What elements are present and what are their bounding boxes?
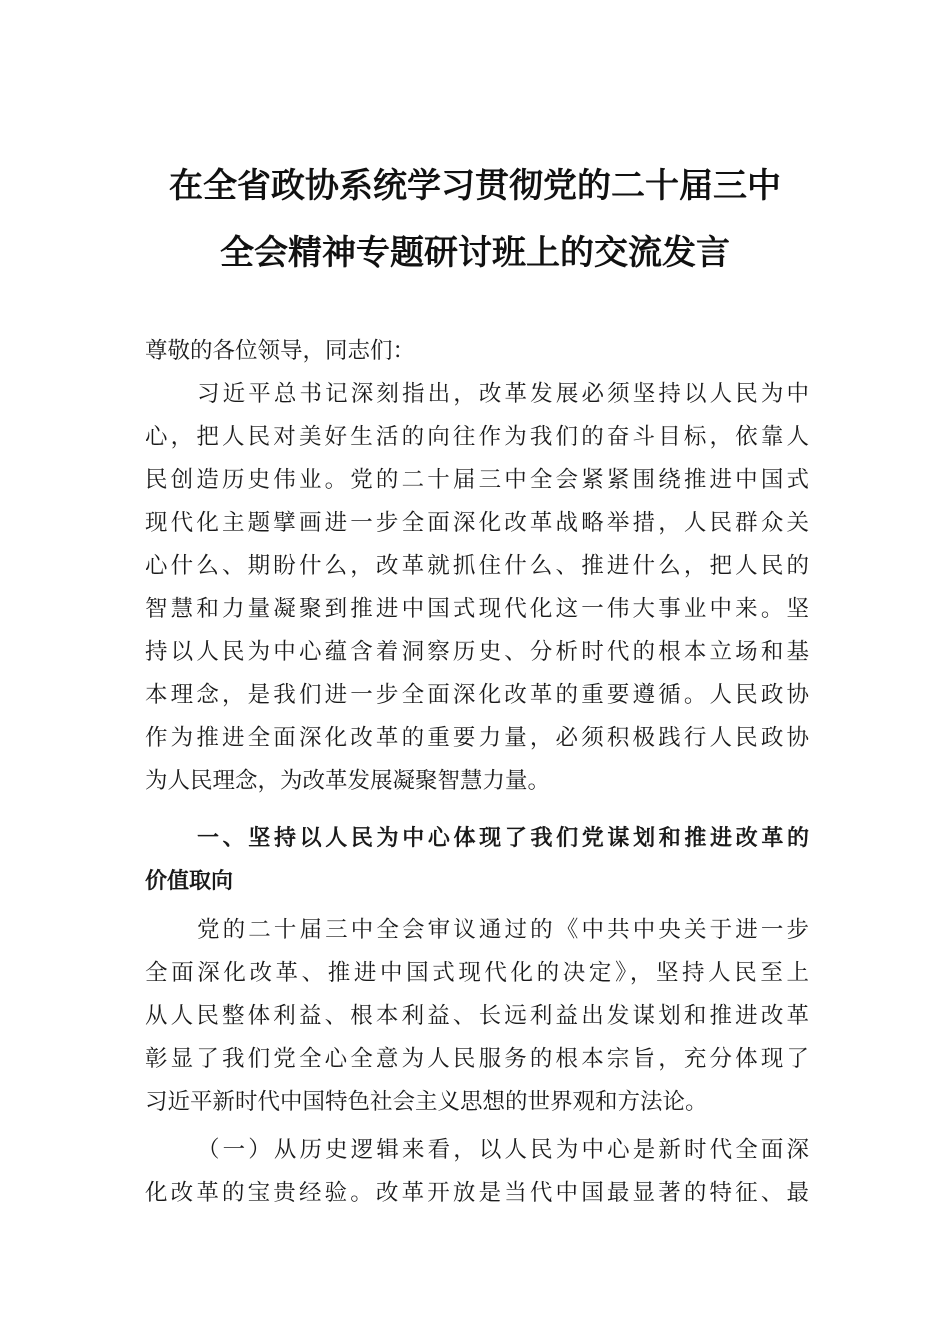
paragraph-2-line: 全面深化改革、推进中国式现代化的决定》，坚持人民至上 <box>145 960 809 986</box>
paragraph-1-line: 现代化主题擘画进一步全面深化改革战略举措，人民群众关 <box>145 510 809 536</box>
document-title-line-1: 在全省政协系统学习贯彻党的二十届三中 <box>169 166 781 206</box>
paragraph-1-line: 为人民理念，为改革发展凝聚智慧力量。 <box>145 768 551 794</box>
paragraph-1-line: 民创造历史伟业。党的二十届三中全会紧紧围绕推进中国式 <box>145 467 809 493</box>
paragraph-2-line: 习近平新时代中国特色社会主义思想的世界观和方法论。 <box>145 1089 708 1115</box>
document-title-line-2: 全会精神专题研讨班上的交流发言 <box>220 233 730 273</box>
paragraph-1-line: 心，把人民对美好生活的向往作为我们的奋斗目标，依靠人 <box>145 424 809 450</box>
paragraph-1-line: 习近平总书记深刻指出，改革发展必须坚持以人民为中 <box>197 381 809 407</box>
paragraph-1-line: 持以人民为中心蕴含着洞察历史、分析时代的根本立场和基 <box>145 639 809 665</box>
salutation: 尊敬的各位领导，同志们： <box>145 338 416 364</box>
paragraph-1-line: 作为推进全面深化改革的重要力量，必须积极践行人民政协 <box>145 725 809 751</box>
paragraph-2-line: 党的二十届三中全会审议通过的《中共中央关于进一步 <box>197 917 809 943</box>
section-heading-1: 一、坚持以人民为中心体现了我们党谋划和推进改革的 <box>197 826 809 851</box>
section-heading-1-continued: 价值取向 <box>145 869 234 894</box>
paragraph-2-line: 从人民整体利益、根本利益、长远利益出发谋划和推进改革 <box>145 1003 809 1029</box>
paragraph-1-line: 本理念，是我们进一步全面深化改革的重要遵循。人民政协 <box>145 682 809 708</box>
paragraph-1-line: 智慧和力量凝聚到推进中国式现代化这一伟大事业中来。坚 <box>145 596 809 622</box>
paragraph-3-line: 化改革的宝贵经验。改革开放是当代中国最显著的特征、最 <box>145 1180 809 1206</box>
paragraph-2-line: 彰显了我们党全心全意为人民服务的根本宗旨，充分体现了 <box>145 1046 809 1072</box>
paragraph-1-line: 心什么、期盼什么，改革就抓住什么、推进什么，把人民的 <box>145 553 809 579</box>
paragraph-3-line: （一）从历史逻辑来看，以人民为中心是新时代全面深 <box>197 1137 809 1163</box>
